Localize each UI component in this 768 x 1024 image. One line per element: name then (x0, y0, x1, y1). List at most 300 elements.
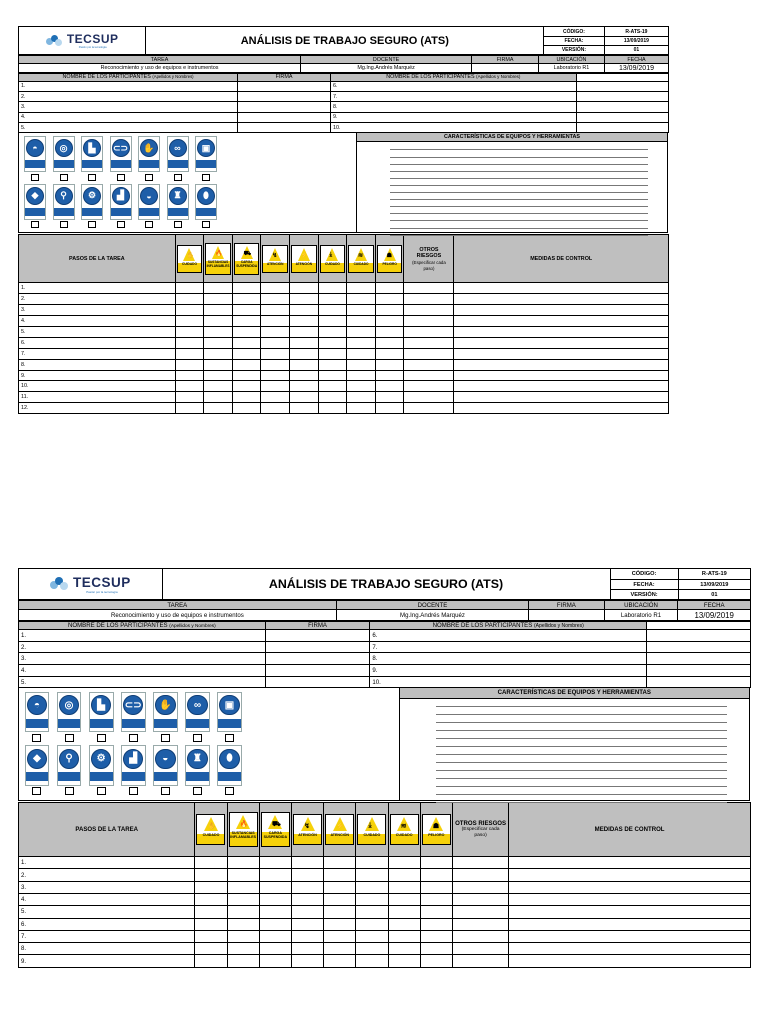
hazard-check-cell[interactable] (227, 869, 259, 881)
hazard-check-cell[interactable] (290, 337, 319, 348)
step-field[interactable]: 12. (19, 403, 176, 414)
hazard-check-cell[interactable] (259, 943, 291, 955)
otros-riesgos-field[interactable] (452, 881, 508, 893)
characteristics-line[interactable] (436, 794, 727, 795)
characteristics-line[interactable] (390, 206, 648, 207)
otros-riesgos-field[interactable] (452, 857, 508, 869)
hazard-check-cell[interactable] (420, 881, 452, 893)
hazard-check-cell[interactable] (232, 305, 261, 316)
hazard-check-cell[interactable] (375, 403, 404, 414)
hazard-check-cell[interactable] (259, 893, 291, 905)
epp-checkbox[interactable] (225, 734, 234, 742)
hazard-check-cell[interactable] (175, 359, 204, 370)
otros-riesgos-field[interactable] (404, 403, 454, 414)
participant-sign-field[interactable] (265, 676, 370, 688)
hazard-check-cell[interactable] (388, 918, 420, 930)
medidas-field[interactable] (454, 348, 669, 359)
hazard-check-cell[interactable] (290, 305, 319, 316)
hazard-check-cell[interactable] (204, 305, 233, 316)
participant-sign-field[interactable] (576, 112, 668, 122)
hazard-check-cell[interactable] (291, 893, 323, 905)
hazard-check-cell[interactable] (195, 893, 227, 905)
participant-name-field[interactable]: 6. (370, 629, 647, 641)
participant-sign-field[interactable] (265, 665, 370, 677)
hazard-check-cell[interactable] (420, 943, 452, 955)
participant-sign-field[interactable] (265, 653, 370, 665)
fecha-field[interactable]: 13/09/2019 (604, 64, 668, 73)
participant-name-field[interactable]: 7. (330, 91, 576, 101)
hazard-check-cell[interactable] (232, 337, 261, 348)
otros-riesgos-field[interactable] (452, 906, 508, 918)
hazard-check-cell[interactable] (204, 327, 233, 338)
characteristics-line[interactable] (390, 178, 648, 179)
hazard-check-cell[interactable] (232, 348, 261, 359)
hazard-check-cell[interactable] (375, 370, 404, 381)
otros-riesgos-field[interactable] (404, 381, 454, 392)
hazard-check-cell[interactable] (375, 337, 404, 348)
medidas-field[interactable] (454, 392, 669, 403)
hazard-check-cell[interactable] (318, 283, 347, 294)
epp-checkbox[interactable] (31, 221, 39, 228)
otros-riesgos-field[interactable] (404, 348, 454, 359)
participant-sign-field[interactable] (238, 102, 331, 112)
participant-name-field[interactable]: 2. (19, 91, 238, 101)
medidas-field[interactable] (454, 283, 669, 294)
hazard-check-cell[interactable] (195, 918, 227, 930)
hazard-check-cell[interactable] (195, 943, 227, 955)
hazard-check-cell[interactable] (291, 869, 323, 881)
hazard-check-cell[interactable] (227, 906, 259, 918)
hazard-check-cell[interactable] (347, 327, 376, 338)
hazard-check-cell[interactable] (347, 294, 376, 305)
hazard-check-cell[interactable] (291, 918, 323, 930)
hazard-check-cell[interactable] (324, 881, 356, 893)
participant-name-field[interactable]: 8. (370, 653, 647, 665)
otros-riesgos-field[interactable] (452, 918, 508, 930)
participant-name-field[interactable]: 9. (370, 665, 647, 677)
hazard-check-cell[interactable] (388, 943, 420, 955)
hazard-check-cell[interactable] (291, 930, 323, 942)
step-field[interactable]: 2. (19, 294, 176, 305)
hazard-check-cell[interactable] (232, 370, 261, 381)
hazard-check-cell[interactable] (318, 392, 347, 403)
otros-riesgos-field[interactable] (404, 392, 454, 403)
hazard-check-cell[interactable] (318, 327, 347, 338)
participant-name-field[interactable]: 5. (19, 676, 266, 688)
participant-name-field[interactable]: 1. (19, 81, 238, 91)
otros-riesgos-field[interactable] (404, 370, 454, 381)
medidas-field[interactable] (509, 893, 751, 905)
epp-checkbox[interactable] (88, 174, 96, 181)
hazard-check-cell[interactable] (375, 381, 404, 392)
hazard-check-cell[interactable] (261, 337, 290, 348)
hazard-check-cell[interactable] (261, 283, 290, 294)
characteristics-line[interactable] (390, 213, 648, 214)
hazard-check-cell[interactable] (261, 359, 290, 370)
step-field[interactable]: 11. (19, 392, 176, 403)
hazard-check-cell[interactable] (259, 918, 291, 930)
participant-name-field[interactable]: 4. (19, 665, 266, 677)
hazard-check-cell[interactable] (347, 283, 376, 294)
hazard-check-cell[interactable] (261, 305, 290, 316)
characteristics-line[interactable] (390, 220, 648, 221)
participant-sign-field[interactable] (647, 676, 751, 688)
hazard-check-cell[interactable] (290, 370, 319, 381)
hazard-check-cell[interactable] (347, 370, 376, 381)
hazard-check-cell[interactable] (175, 316, 204, 327)
hazard-check-cell[interactable] (318, 294, 347, 305)
hazard-check-cell[interactable] (261, 327, 290, 338)
hazard-check-cell[interactable] (227, 893, 259, 905)
participant-sign-field[interactable] (576, 81, 668, 91)
hazard-check-cell[interactable] (324, 918, 356, 930)
hazard-check-cell[interactable] (324, 955, 356, 967)
hazard-check-cell[interactable] (290, 283, 319, 294)
hazard-check-cell[interactable] (259, 955, 291, 967)
hazard-check-cell[interactable] (195, 881, 227, 893)
hazard-check-cell[interactable] (261, 316, 290, 327)
epp-checkbox[interactable] (88, 221, 96, 228)
hazard-check-cell[interactable] (375, 327, 404, 338)
hazard-check-cell[interactable] (232, 316, 261, 327)
epp-checkbox[interactable] (31, 174, 39, 181)
hazard-check-cell[interactable] (195, 906, 227, 918)
step-field[interactable]: 10. (19, 381, 176, 392)
step-field[interactable]: 7. (19, 348, 176, 359)
characteristics-line[interactable] (390, 171, 648, 172)
hazard-check-cell[interactable] (290, 348, 319, 359)
step-field[interactable]: 3. (19, 881, 195, 893)
hazard-check-cell[interactable] (324, 893, 356, 905)
medidas-field[interactable] (454, 327, 669, 338)
hazard-check-cell[interactable] (195, 955, 227, 967)
hazard-check-cell[interactable] (227, 857, 259, 869)
characteristics-line[interactable] (390, 149, 648, 150)
medidas-field[interactable] (509, 943, 751, 955)
characteristics-line[interactable] (436, 778, 727, 779)
medidas-field[interactable] (509, 869, 751, 881)
medidas-field[interactable] (454, 381, 669, 392)
hazard-check-cell[interactable] (324, 943, 356, 955)
hazard-check-cell[interactable] (261, 392, 290, 403)
hazard-check-cell[interactable] (356, 943, 388, 955)
hazard-check-cell[interactable] (420, 869, 452, 881)
epp-checkbox[interactable] (117, 221, 125, 228)
characteristics-line[interactable] (436, 762, 727, 763)
hazard-check-cell[interactable] (175, 403, 204, 414)
hazard-check-cell[interactable] (195, 857, 227, 869)
participant-sign-field[interactable] (576, 102, 668, 112)
hazard-check-cell[interactable] (261, 381, 290, 392)
medidas-field[interactable] (509, 857, 751, 869)
hazard-check-cell[interactable] (175, 305, 204, 316)
hazard-check-cell[interactable] (347, 381, 376, 392)
participant-name-field[interactable]: 6. (330, 81, 576, 91)
hazard-check-cell[interactable] (204, 294, 233, 305)
epp-checkbox[interactable] (161, 734, 170, 742)
firma-field[interactable] (472, 64, 539, 73)
epp-checkbox[interactable] (193, 734, 202, 742)
participant-sign-field[interactable] (647, 653, 751, 665)
otros-riesgos-field[interactable] (452, 893, 508, 905)
participant-sign-field[interactable] (265, 641, 370, 653)
hazard-check-cell[interactable] (175, 370, 204, 381)
epp-checkbox[interactable] (225, 787, 234, 795)
characteristics-line[interactable] (436, 706, 727, 707)
step-field[interactable]: 2. (19, 869, 195, 881)
hazard-check-cell[interactable] (204, 348, 233, 359)
epp-checkbox[interactable] (174, 221, 182, 228)
epp-checkbox[interactable] (174, 174, 182, 181)
characteristics-line[interactable] (436, 714, 727, 715)
participant-sign-field[interactable] (576, 91, 668, 101)
characteristics-line[interactable] (390, 185, 648, 186)
hazard-check-cell[interactable] (290, 359, 319, 370)
hazard-check-cell[interactable] (388, 906, 420, 918)
hazard-check-cell[interactable] (388, 893, 420, 905)
medidas-field[interactable] (509, 906, 751, 918)
hazard-check-cell[interactable] (290, 381, 319, 392)
medidas-field[interactable] (454, 305, 669, 316)
participant-name-field[interactable]: 3. (19, 653, 266, 665)
medidas-field[interactable] (454, 337, 669, 348)
hazard-check-cell[interactable] (347, 316, 376, 327)
ubicacion-field[interactable]: Laboratorio R1 (539, 64, 605, 73)
hazard-check-cell[interactable] (420, 955, 452, 967)
characteristics-line[interactable] (390, 228, 648, 229)
step-field[interactable]: 4. (19, 893, 195, 905)
hazard-check-cell[interactable] (375, 316, 404, 327)
hazard-check-cell[interactable] (347, 403, 376, 414)
hazard-check-cell[interactable] (204, 337, 233, 348)
epp-checkbox[interactable] (97, 787, 106, 795)
hazard-check-cell[interactable] (232, 392, 261, 403)
hazard-check-cell[interactable] (347, 337, 376, 348)
medidas-field[interactable] (509, 881, 751, 893)
hazard-check-cell[interactable] (227, 955, 259, 967)
hazard-check-cell[interactable] (291, 881, 323, 893)
epp-checkbox[interactable] (202, 174, 210, 181)
firma-field[interactable] (529, 610, 604, 620)
otros-riesgos-field[interactable] (452, 955, 508, 967)
hazard-check-cell[interactable] (420, 930, 452, 942)
step-field[interactable]: 9. (19, 955, 195, 967)
hazard-check-cell[interactable] (356, 930, 388, 942)
hazard-check-cell[interactable] (388, 881, 420, 893)
epp-checkbox[interactable] (129, 787, 138, 795)
characteristics-line[interactable] (390, 164, 648, 165)
hazard-check-cell[interactable] (290, 392, 319, 403)
step-field[interactable]: 1. (19, 857, 195, 869)
step-field[interactable]: 5. (19, 906, 195, 918)
hazard-check-cell[interactable] (318, 359, 347, 370)
epp-checkbox[interactable] (60, 174, 68, 181)
hazard-check-cell[interactable] (388, 930, 420, 942)
participant-sign-field[interactable] (576, 123, 668, 133)
hazard-check-cell[interactable] (388, 857, 420, 869)
hazard-check-cell[interactable] (204, 283, 233, 294)
step-field[interactable]: 9. (19, 370, 176, 381)
hazard-check-cell[interactable] (291, 857, 323, 869)
hazard-check-cell[interactable] (318, 337, 347, 348)
characteristics-line[interactable] (436, 754, 727, 755)
epp-checkbox[interactable] (117, 174, 125, 181)
hazard-check-cell[interactable] (175, 283, 204, 294)
ubicacion-field[interactable]: Laboratorio R1 (604, 610, 678, 620)
hazard-check-cell[interactable] (291, 906, 323, 918)
tarea-field[interactable]: Reconocimiento y uso de equipos e instrumentos (19, 610, 337, 620)
characteristics-line[interactable] (436, 746, 727, 747)
participant-name-field[interactable]: 10. (370, 676, 647, 688)
otros-riesgos-field[interactable] (404, 359, 454, 370)
epp-checkbox[interactable] (145, 221, 153, 228)
medidas-field[interactable] (509, 918, 751, 930)
hazard-check-cell[interactable] (261, 403, 290, 414)
epp-checkbox[interactable] (60, 221, 68, 228)
hazard-check-cell[interactable] (356, 893, 388, 905)
otros-riesgos-field[interactable] (404, 283, 454, 294)
hazard-check-cell[interactable] (175, 337, 204, 348)
epp-checkbox[interactable] (32, 787, 41, 795)
medidas-field[interactable] (454, 316, 669, 327)
step-field[interactable]: 7. (19, 930, 195, 942)
otros-riesgos-field[interactable] (404, 316, 454, 327)
hazard-check-cell[interactable] (318, 316, 347, 327)
hazard-check-cell[interactable] (261, 370, 290, 381)
otros-riesgos-field[interactable] (452, 930, 508, 942)
medidas-field[interactable] (454, 370, 669, 381)
hazard-check-cell[interactable] (347, 348, 376, 359)
participant-name-field[interactable]: 1. (19, 629, 266, 641)
participant-name-field[interactable]: 9. (330, 112, 576, 122)
epp-checkbox[interactable] (145, 174, 153, 181)
otros-riesgos-field[interactable] (452, 869, 508, 881)
medidas-field[interactable] (454, 294, 669, 305)
medidas-field[interactable] (509, 955, 751, 967)
step-field[interactable]: 3. (19, 305, 176, 316)
hazard-check-cell[interactable] (290, 316, 319, 327)
medidas-field[interactable] (454, 359, 669, 370)
hazard-check-cell[interactable] (324, 869, 356, 881)
otros-riesgos-field[interactable] (452, 943, 508, 955)
characteristics-line[interactable] (390, 192, 648, 193)
otros-riesgos-field[interactable] (404, 294, 454, 305)
hazard-check-cell[interactable] (375, 305, 404, 316)
hazard-check-cell[interactable] (291, 943, 323, 955)
hazard-check-cell[interactable] (204, 392, 233, 403)
characteristics-line[interactable] (436, 730, 727, 731)
hazard-check-cell[interactable] (420, 906, 452, 918)
hazard-check-cell[interactable] (388, 869, 420, 881)
docente-field[interactable]: Mg.Ing.Andrés Marquéz (336, 610, 529, 620)
hazard-check-cell[interactable] (356, 955, 388, 967)
participant-sign-field[interactable] (647, 641, 751, 653)
hazard-check-cell[interactable] (347, 392, 376, 403)
characteristics-line[interactable] (390, 235, 648, 236)
hazard-check-cell[interactable] (291, 955, 323, 967)
epp-checkbox[interactable] (65, 734, 74, 742)
otros-riesgos-field[interactable] (404, 327, 454, 338)
epp-checkbox[interactable] (202, 221, 210, 228)
characteristics-line[interactable] (390, 199, 648, 200)
participant-sign-field[interactable] (647, 665, 751, 677)
hazard-check-cell[interactable] (420, 918, 452, 930)
hazard-check-cell[interactable] (204, 381, 233, 392)
characteristics-line[interactable] (436, 738, 727, 739)
hazard-check-cell[interactable] (175, 327, 204, 338)
tarea-field[interactable]: Reconocimiento y uso de equipos e instrumentos (19, 64, 301, 73)
step-field[interactable]: 8. (19, 943, 195, 955)
hazard-check-cell[interactable] (290, 403, 319, 414)
hazard-check-cell[interactable] (324, 930, 356, 942)
participant-name-field[interactable]: 4. (19, 112, 238, 122)
hazard-check-cell[interactable] (175, 392, 204, 403)
participant-name-field[interactable]: 3. (19, 102, 238, 112)
hazard-check-cell[interactable] (175, 294, 204, 305)
participant-sign-field[interactable] (238, 112, 331, 122)
hazard-check-cell[interactable] (259, 869, 291, 881)
hazard-check-cell[interactable] (420, 857, 452, 869)
step-field[interactable]: 1. (19, 283, 176, 294)
docente-field[interactable]: Mg.Ing.Andrés Marquéz (301, 64, 472, 73)
hazard-check-cell[interactable] (324, 857, 356, 869)
epp-checkbox[interactable] (97, 734, 106, 742)
hazard-check-cell[interactable] (318, 305, 347, 316)
epp-checkbox[interactable] (129, 734, 138, 742)
hazard-check-cell[interactable] (356, 869, 388, 881)
hazard-check-cell[interactable] (375, 392, 404, 403)
step-field[interactable]: 6. (19, 337, 176, 348)
participant-name-field[interactable]: 2. (19, 641, 266, 653)
hazard-check-cell[interactable] (232, 359, 261, 370)
epp-checkbox[interactable] (193, 787, 202, 795)
hazard-check-cell[interactable] (356, 906, 388, 918)
hazard-check-cell[interactable] (375, 283, 404, 294)
hazard-check-cell[interactable] (347, 359, 376, 370)
participant-name-field[interactable]: 5. (19, 123, 238, 133)
hazard-check-cell[interactable] (232, 294, 261, 305)
participant-sign-field[interactable] (265, 629, 370, 641)
hazard-check-cell[interactable] (232, 283, 261, 294)
hazard-check-cell[interactable] (259, 857, 291, 869)
hazard-check-cell[interactable] (259, 881, 291, 893)
otros-riesgos-field[interactable] (404, 337, 454, 348)
step-field[interactable]: 5. (19, 327, 176, 338)
hazard-check-cell[interactable] (356, 918, 388, 930)
hazard-check-cell[interactable] (318, 370, 347, 381)
characteristics-line[interactable] (436, 802, 727, 803)
hazard-check-cell[interactable] (227, 918, 259, 930)
fecha-field[interactable]: 13/09/2019 (678, 610, 751, 620)
hazard-check-cell[interactable] (227, 930, 259, 942)
hazard-check-cell[interactable] (290, 294, 319, 305)
hazard-check-cell[interactable] (204, 370, 233, 381)
hazard-check-cell[interactable] (195, 869, 227, 881)
hazard-check-cell[interactable] (227, 881, 259, 893)
characteristics-line[interactable] (436, 722, 727, 723)
participant-name-field[interactable]: 7. (370, 641, 647, 653)
medidas-field[interactable] (454, 403, 669, 414)
hazard-check-cell[interactable] (420, 893, 452, 905)
participant-name-field[interactable]: 10. (330, 123, 576, 133)
hazard-check-cell[interactable] (232, 381, 261, 392)
step-field[interactable]: 8. (19, 359, 176, 370)
hazard-check-cell[interactable] (227, 943, 259, 955)
epp-checkbox[interactable] (65, 787, 74, 795)
hazard-check-cell[interactable] (356, 857, 388, 869)
hazard-check-cell[interactable] (318, 348, 347, 359)
hazard-check-cell[interactable] (375, 294, 404, 305)
